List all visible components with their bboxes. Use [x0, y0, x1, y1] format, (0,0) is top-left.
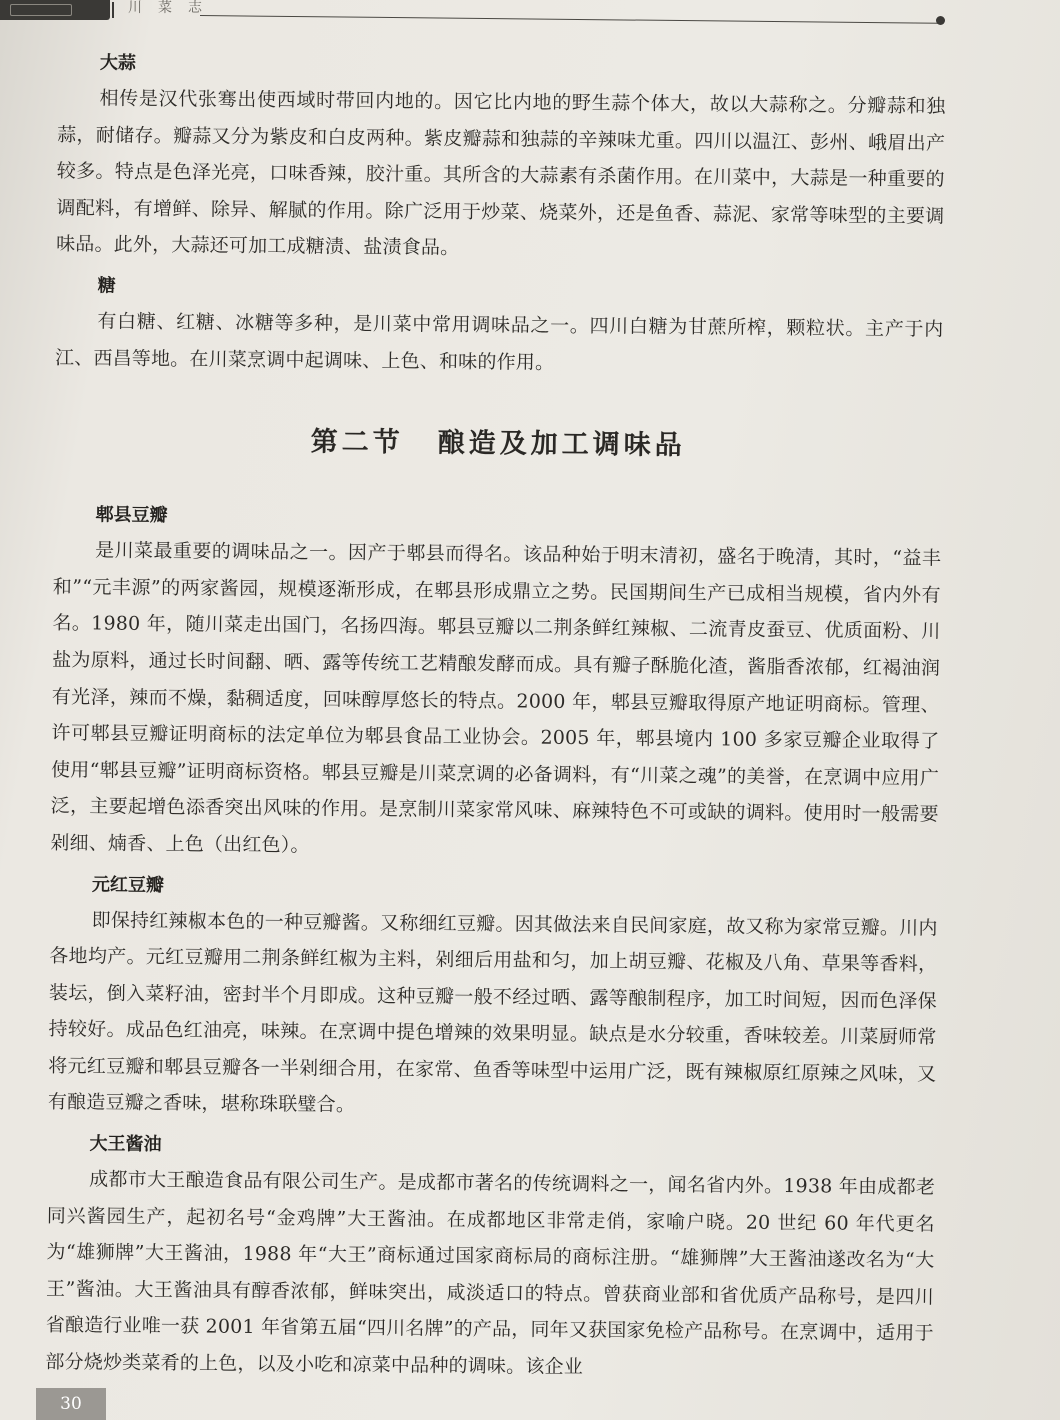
entry-sugar [55, 273, 944, 385]
header-badge [0, 0, 110, 20]
page-number: 30 [36, 1388, 106, 1420]
entry-title: 元红豆瓣 [91, 873, 165, 896]
entry-title: 大王酱油 [89, 1133, 162, 1156]
entry-text: 成都市大王酿造食品有限公司生产。是成都市著名的传统调料之一，闻名省内外。1938 年由成都老同兴酱园生产，起初名号“金鸡牌”大王酱油。在成都地区非常走俏，家喻户晓。20 世纪 60 年代更名为“雄狮牌”大王酱油，1988 年“大王”商标通过国家商标局的商标注册。“雄狮牌”大王酱油遂改名为“大王”酱油。大王酱油具有醇香浓郁，鲜味突出，咸淡适口的特点。曾获商业部和省优质产品称号，是四川省酿造行业唯一获 2001 年省第五届“四川名牌”的产品，同年又获国家免检产品称号。在烹调中，适用于部分烧炒类菜肴的上色，以及小吃和凉菜中品种的调味。该企业 [45, 1168, 936, 1379]
entry-garlic [56, 50, 946, 271]
entry-title: 郫县豆瓣 [95, 504, 168, 527]
entry-title: 大蒜 [99, 52, 136, 74]
entry-title: 糖 [97, 275, 116, 297]
page-content [45, 50, 946, 1399]
section-name: 酿造及加工调味品 [437, 427, 686, 462]
header-rule [200, 15, 940, 24]
section-number: 第二节 [310, 426, 404, 459]
entry-text: 是川菜最重要的调味品之一。因产于郫县而得名。该品种始于明末清初，盛名于晚清，其时，“益丰和”“元丰源”的两家酱园，规模逐渐形成，在郫县形成鼎立之势。民国期间生产已成相当规模，省内外有名。1980 年，随川菜走出国门，名扬四海。郫县豆瓣以二荆条鲜红辣椒、二流青皮蚕豆、优质面粉、川盐为原料，通过长时间翻、晒、露等传统工艺精酿发酵而成。具有瓣子酥脆化渣，酱脂香浓郁，红褐油润有光泽，辣而不燥，黏稠适度，回味醇厚悠长的特点。2000 年，郫县豆瓣取得原产地证明商标。管理、许可郫县豆瓣证明商标的法定单位为郫县食品工业协会。2005 年，郫县境内 100 多家豆瓣企业取得了使用“郫县豆瓣”证明商标资格。郫县豆瓣是川菜烹调的必备调料，有“川菜之魂”的美誉，在烹调中应用广泛，主要起增色添香突出风味的作用。是烹制川菜家常风味、麻辣特色不可或缺的调料。使用时一般需要剁细、煵香、上色（出红色）。 [50, 539, 942, 857]
entry-text: 即保持红辣椒本色的一种豆瓣酱。又称细红豆瓣。因其做法来自民间家庭，故又称为家常豆瓣。川内各地均产。元红豆瓣用二荆条鲜红椒为主料，剁细后用盐和匀，加上胡豆瓣、花椒及八角、草果等香料，装坛，倒入菜籽油，密封半个月即成。这种豆瓣一般不经过晒、露等酿制程序，加工时间短，因而色泽保持较好。成品色红油亮，味辣。在烹调中提色增辣的效果明显。缺点是水分较重，香味较差。川菜厨师常将元红豆瓣和郫县豆瓣各一半剁细合用，在家常、鱼香等味型中运用广泛，既有辣椒原红原辣之风味，又有酿造豆瓣之香味，堪称珠联璧合。 [47, 908, 938, 1117]
entry-text: 相传是汉代张骞出使西域时带回内地的。因它比内地的野生蒜个体大，故以大蒜称之。分瓣蒜和独蒜，耐储存。瓣蒜又分为紫皮和白皮两种。紫皮瓣蒜和独蒜的辛辣味尤重。四川以温江、彭州、峨眉出产较多。特点是色泽光亮，口味香辣，胶汁重。其所含的大蒜素有杀菌作用。在川菜中，大蒜是一种重要的调配料，有增鲜、除异、解腻的作用。除广泛用于炒菜、烧菜外，还是鱼香、蒜泥、家常等味型的主要调味品。此外，大蒜还可加工成糖渍、盐渍食品。 [56, 87, 946, 260]
entry-text: 有白糖、红糖、冰糖等多种，是川菜中常用调味品之一。四川白糖为甘蔗所榨，颗粒状。主产于内江、西昌等地。在川菜烹调中起调味、上色、和味的作用。 [54, 310, 944, 374]
book-title: 川菜志 [128, 0, 218, 16]
header-dot [936, 16, 945, 25]
header-divider [112, 2, 114, 18]
running-header [0, 0, 1060, 30]
entry-pixian-douban [50, 502, 941, 870]
section-title [54, 420, 942, 469]
entry-yuanhong-douban [48, 871, 938, 1129]
entry-dawang-soy-sauce [45, 1131, 935, 1389]
